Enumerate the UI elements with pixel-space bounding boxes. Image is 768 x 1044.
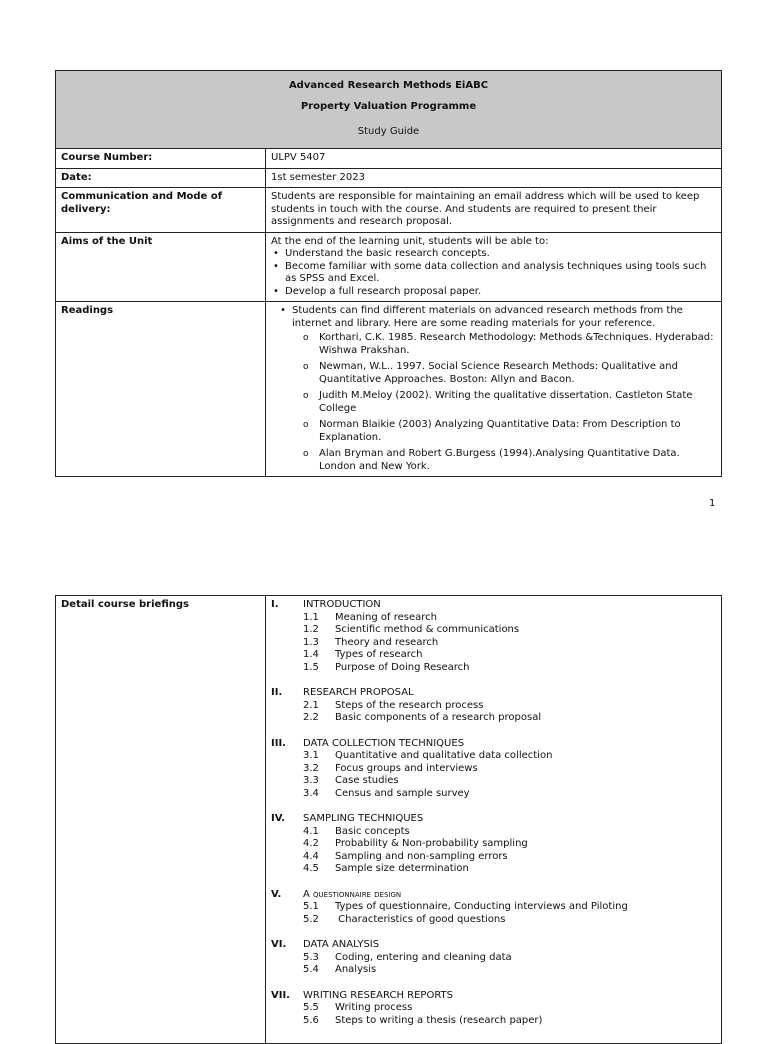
page-number: 1 (709, 498, 716, 509)
section-title: A questionnaire design (303, 888, 402, 900)
item-number: 3.4 (303, 787, 319, 799)
course-number-label: Course Number: (56, 149, 266, 169)
item-text: Characteristics of good questions (335, 913, 506, 925)
section-title: DATA ANALYSIS (303, 939, 380, 950)
course-number-value: ULPV 5407 (266, 149, 722, 169)
header-row (56, 71, 722, 149)
course-briefings-table (55, 595, 722, 1044)
item-text: Quantitative and qualitative data collection (335, 750, 553, 761)
item-number: 1.1 (303, 611, 319, 623)
reference-item: o Newman, W.L.. 1997. Social Science Research Methods: Qualitative and Quantitative Approaches. Boston: Allyn and Bacon. (319, 361, 716, 386)
list-item (271, 712, 716, 725)
item-number: 5.6 (303, 1014, 319, 1026)
list-item (271, 1002, 716, 1015)
section-heading (271, 687, 716, 700)
course-number-row (56, 149, 722, 169)
list-item (271, 952, 716, 965)
item-text: Basic concepts (335, 825, 410, 837)
section-number: I. (271, 599, 279, 610)
list-item (271, 914, 716, 927)
list-item (271, 851, 716, 864)
list-item (271, 700, 716, 713)
reference-list (271, 332, 716, 473)
aims-value (266, 232, 722, 302)
item-number: 2.2 (303, 712, 319, 723)
item-number: 5.3 (303, 951, 319, 963)
date-label: Date: (56, 168, 266, 188)
list-item (271, 763, 716, 776)
item-number: 5.2 (303, 913, 319, 925)
item-text: Steps to writing a thesis (research paper) (335, 1014, 543, 1026)
section-title: DATA COLLECTION TECHNIQUES (303, 737, 465, 749)
section-heading (271, 990, 716, 1003)
briefing-section (271, 599, 716, 674)
list-item: • Develop a full research proposal paper. (285, 286, 716, 299)
section-number: IV. (271, 813, 285, 824)
item-text: Writing process (335, 1002, 413, 1013)
item-number: 4.5 (303, 863, 319, 874)
item-text: Theory and research (335, 636, 439, 648)
section-number: III. (271, 737, 286, 749)
item-number: 4.2 (303, 838, 319, 849)
list-item: • Become familiar with some data collection and analysis techniques using tools such as SPSS and Excel. (285, 261, 716, 286)
list-item (271, 775, 716, 788)
item-text: Meaning of research (335, 611, 437, 623)
briefing-section (271, 738, 716, 801)
list-item (271, 788, 716, 801)
section-title: SAMPLING TECHNIQUES (303, 813, 424, 824)
readings-intro: • Students can find different materials on advanced research methods from the internet and library. Here are some reading materials for your reference. (292, 305, 716, 330)
readings-list (271, 305, 716, 330)
reference-item: o Judith M.Meloy (2002). Writing the qualitative dissertation. Castleton State College (319, 390, 716, 415)
communication-value: Students are responsible for maintaining an email address which will be used to keep students in touch with the course. And students are required to present their assignments and research proposal. (266, 188, 722, 233)
item-number: 1.4 (303, 649, 319, 660)
item-number: 5.1 (303, 901, 319, 912)
item-number: 2.1 (303, 699, 319, 711)
briefings-content (266, 596, 722, 1044)
list-item: • Understand the basic research concepts. (285, 248, 716, 261)
briefing-section (271, 813, 716, 876)
briefing-section (271, 687, 716, 725)
aims-label: Aims of the Unit (56, 232, 266, 302)
communication-row (56, 188, 722, 233)
section-number: II. (271, 687, 283, 698)
list-item (271, 964, 716, 977)
reference-item: o Korthari, C.K. 1985. Research Methodology: Methods &Techniques. Hyderabad: Wishwa Prakshan. (319, 332, 716, 357)
item-text: Coding, entering and cleaning data (335, 951, 512, 963)
section-heading (271, 738, 716, 751)
readings-value (266, 302, 722, 477)
item-text: Focus groups and interviews (335, 762, 478, 774)
list-item (271, 612, 716, 625)
item-number: 4.4 (303, 850, 319, 862)
list-item (271, 750, 716, 763)
header-cell (56, 71, 722, 149)
reference-item: o Alan Bryman and Robert G.Burgess (1994).Analysing Quantitative Data. London and New York. (319, 448, 716, 473)
section-title: INTRODUCTION (303, 599, 381, 610)
item-text: Basic components of a research proposal (335, 712, 542, 723)
section-heading (271, 939, 716, 952)
list-item (271, 1015, 716, 1028)
item-number: 3.2 (303, 762, 319, 774)
programme-title: Property Valuation Programme (300, 100, 477, 112)
item-text: Analysis (335, 964, 377, 975)
item-text: Types of questionnaire, Conducting interviews and Piloting (335, 901, 628, 912)
list-item (271, 826, 716, 839)
item-text: Case studies (335, 775, 399, 786)
item-text: Sample size determination (335, 863, 469, 874)
list-item (271, 662, 716, 675)
course-title: Advanced Research Methods EiABC (288, 80, 489, 91)
item-text: Probability & Non-probability sampling (335, 838, 528, 849)
item-text: Census and sample survey (335, 787, 470, 799)
list-item (271, 838, 716, 851)
item-number: 3.3 (303, 775, 319, 786)
section-heading (271, 889, 716, 902)
item-number: 1.3 (303, 636, 319, 648)
section-heading (271, 813, 716, 826)
section-number: VII. (271, 989, 290, 1001)
list-item (271, 863, 716, 876)
communication-label: Communication and Mode of delivery: (56, 188, 266, 233)
briefings-row (56, 596, 722, 1044)
date-value: 1st semester 2023 (266, 168, 722, 188)
document-type: Study Guide (357, 126, 420, 137)
item-number: 5.4 (303, 964, 319, 975)
aims-intro: At the end of the learning unit, students will be able to: (271, 235, 549, 247)
briefings-label: Detail course briefings (56, 596, 266, 1044)
item-text: Sampling and non-sampling errors (335, 850, 508, 862)
item-number: 4.1 (303, 825, 319, 837)
section-number: V. (271, 888, 282, 900)
readings-label: Readings (56, 302, 266, 477)
section-title: WRITING RESEARCH REPORTS (303, 989, 453, 1001)
section-number: VI. (271, 939, 287, 950)
item-text: Purpose of Doing Research (335, 661, 470, 673)
item-text: Steps of the research process (335, 699, 484, 711)
section-heading (271, 599, 716, 612)
item-number: 3.1 (303, 750, 319, 761)
briefing-section (271, 939, 716, 977)
reference-item: o Norman Blaikie (2003) Analyzing Quantitative Data: From Description to Explanation. (319, 419, 716, 444)
date-row (56, 168, 722, 188)
list-item (271, 637, 716, 650)
study-guide-table (55, 70, 722, 477)
item-number: 1.5 (303, 661, 319, 673)
item-text: Types of research (335, 649, 423, 660)
list-item (271, 649, 716, 662)
readings-row (56, 302, 722, 477)
item-text: Scientific method & communications (335, 624, 520, 635)
aims-row (56, 232, 722, 302)
item-number: 1.2 (303, 624, 319, 635)
item-number: 5.5 (303, 1002, 319, 1013)
section-title: RESEARCH PROPOSAL (303, 687, 414, 698)
briefing-section (271, 990, 716, 1028)
list-item (271, 624, 716, 637)
list-item (271, 901, 716, 914)
briefing-section (271, 889, 716, 927)
aims-list (271, 248, 716, 298)
